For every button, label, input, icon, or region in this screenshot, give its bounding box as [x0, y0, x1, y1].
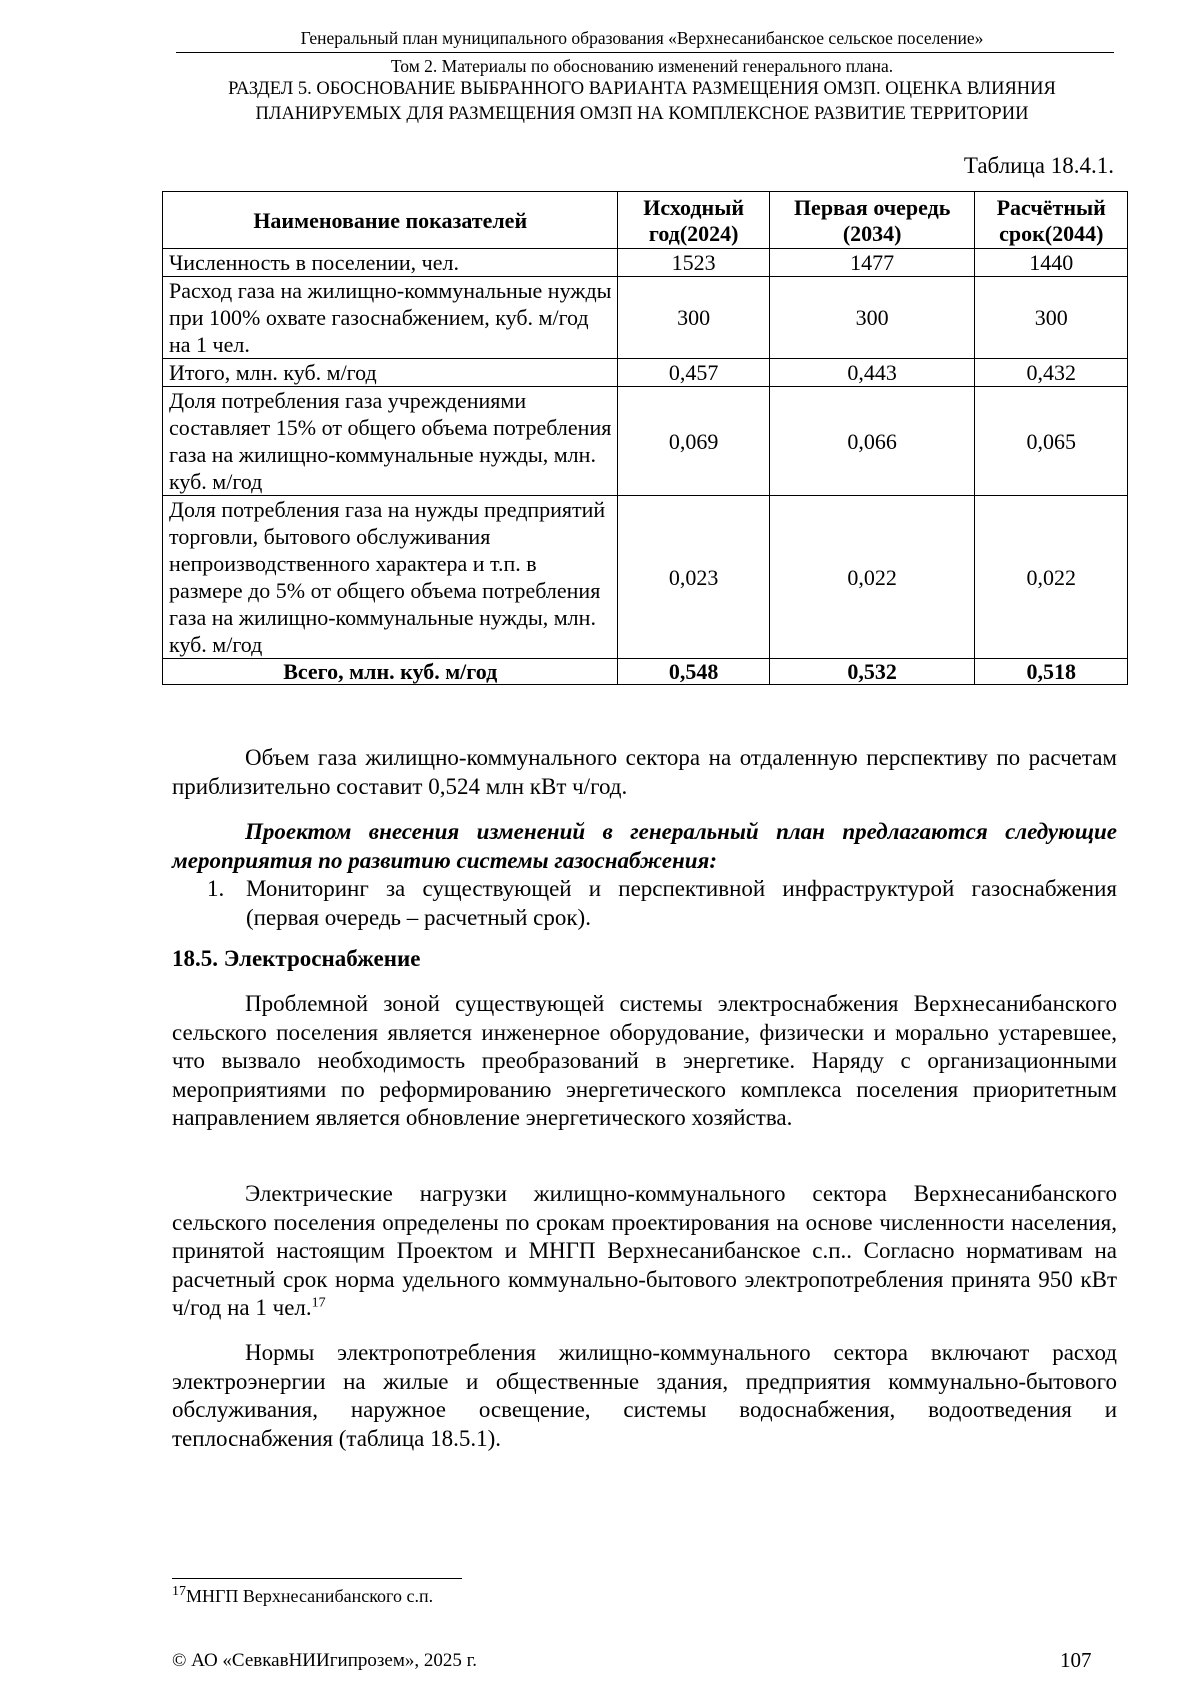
header-cell-first-stage: Первая очередь (2034): [769, 192, 975, 249]
footnote-number: 17: [172, 1584, 186, 1599]
section-title-line-2: ПЛАНИРУЕМЫХ ДЛЯ РАЗМЕЩЕНИЯ ОМЗП НА КОМПЛЕКСНОЕ РАЗВИТИЕ ТЕРРИТОРИИ: [255, 104, 1029, 124]
row-label: Численность в поселении, чел.: [163, 249, 618, 277]
table-row: [163, 249, 1128, 277]
cell-value: 0,443: [769, 359, 975, 387]
paragraph-electric-loads: [172, 1180, 1117, 1323]
footer-copyright: © АО «СевкавНИИгипрозем», 2025 г.: [172, 1650, 477, 1671]
total-label: Всего, млн. куб. м/год: [163, 659, 618, 685]
total-value: 0,518: [975, 659, 1128, 685]
cell-value: 0,023: [618, 496, 769, 659]
table-row: [163, 387, 1128, 496]
row-label: Расход газа на жилищно-коммунальные нужды при 100% охвате газоснабжением, куб. м/год на 1 чел.: [163, 277, 618, 359]
table-row: [163, 277, 1128, 359]
cell-value: 300: [769, 277, 975, 359]
cell-value: 0,432: [975, 359, 1128, 387]
list-item-number: 1.: [207, 876, 225, 901]
table-row: [163, 496, 1128, 659]
table-header-row: [163, 192, 1128, 249]
row-label: Доля потребления газа учреждениями составляет 15% от общего объема потребления газа на жилищно-коммунальные нужды, млн. куб. м/год: [163, 387, 618, 496]
cell-value: 0,069: [618, 387, 769, 496]
section-heading-electricity: 18.5. Электроснабжение: [172, 946, 421, 971]
running-header-volume: Том 2. Материалы по обоснованию изменений генерального плана.: [390, 56, 894, 76]
running-header-title: Генеральный план муниципального образования «Верхнесанибанское сельское поселение»: [300, 28, 984, 48]
table-row: [163, 359, 1128, 387]
list-item-monitoring: Мониторинг за существующей и перспективной инфраструктурой газоснабжения (первая очередь – расчетный срок).: [246, 876, 1117, 930]
cell-value: 0,065: [975, 387, 1128, 496]
header-cell-estimated-term: Расчётный срок(2044): [975, 192, 1128, 249]
cell-value: 300: [618, 277, 769, 359]
running-header-section: [170, 77, 1114, 127]
table-caption: Таблица 18.4.1.: [963, 153, 1114, 178]
page-number: 107: [1060, 1648, 1092, 1672]
total-value: 0,532: [769, 659, 975, 685]
cell-value: 0,457: [618, 359, 769, 387]
header-cell-base-year: Исходный год(2024): [618, 192, 769, 249]
total-value: 0,548: [618, 659, 769, 685]
row-label: Итого, млн. куб. м/год: [163, 359, 618, 387]
header-cell-indicator: Наименование показателей: [163, 192, 618, 249]
row-label: Доля потребления газа на нужды предприятий торговли, бытового обслуживания непроизводственного характера и т.п. в размере до 5% от общего объема потребления газа на жилищно-коммунальные нужды, млн. куб. м/год: [163, 496, 618, 659]
cell-value: 1477: [769, 249, 975, 277]
paragraph-problem-zone: Проблемной зоной существующей системы электроснабжения Верхнесанибанского сельского поселения является инженерное оборудование, физически и морально устаревшее, что вызвало необходимость преобразований в энергетике. Наряду с организационными мероприятиями по реформированию энергетического комплекса поселения приоритетным направлением является обновление энергетического хозяйства.: [172, 991, 1117, 1130]
gas-consumption-table: [162, 191, 1128, 685]
table-total-row: [163, 659, 1128, 685]
footnote-text: МНГП Верхнесанибанского с.п.: [186, 1586, 434, 1606]
footnote-ref: 17: [311, 1295, 326, 1311]
cell-value: 300: [975, 277, 1128, 359]
footnote-rule: [172, 1578, 462, 1579]
paragraph-consumption-norms: Нормы электропотребления жилищно-коммунального сектора включают расход электроэнергии на жилые и общественные здания, предприятия коммунально-бытового обслуживания, наружное освещение, системы водоснабжения, водоотведения и теплоснабжения (таблица 18.5.1).: [172, 1340, 1117, 1451]
paragraph-gas-volume: Объем газа жилищно-коммунального сектора на отдаленную перспективу по расчетам приблизительно составит 0,524 млн кВт ч/год.: [172, 745, 1117, 799]
cell-value: 1523: [618, 249, 769, 277]
header-rule: [176, 52, 1114, 53]
cell-value: 1440: [975, 249, 1128, 277]
cell-value: 0,022: [769, 496, 975, 659]
paragraph-proposed-measures: Проектом внесения изменений в генеральный план предлагаются следующие мероприятия по развитию системы газоснабжения:: [172, 819, 1117, 873]
cell-value: 0,022: [975, 496, 1128, 659]
cell-value: 0,066: [769, 387, 975, 496]
section-title-line-1: РАЗДЕЛ 5. ОБОСНОВАНИЕ ВЫБРАННОГО ВАРИАНТА РАЗМЕЩЕНИЯ ОМЗП. ОЦЕНКА ВЛИЯНИЯ: [228, 79, 1056, 99]
paragraph-electric-loads-text: Электрические нагрузки жилищно-коммунального сектора Верхнесанибанского сельского поселения определены по срокам проектирования на основе численности населения, принятой настоящим Проектом и МНГП Верхнесанибанское с.п.. Согласно нормативам на расчетный срок норма удельного коммунально-бытового электропотребления принята 950 кВт ч/год на 1 чел.: [172, 1181, 1117, 1320]
footnote: [172, 1586, 433, 1607]
